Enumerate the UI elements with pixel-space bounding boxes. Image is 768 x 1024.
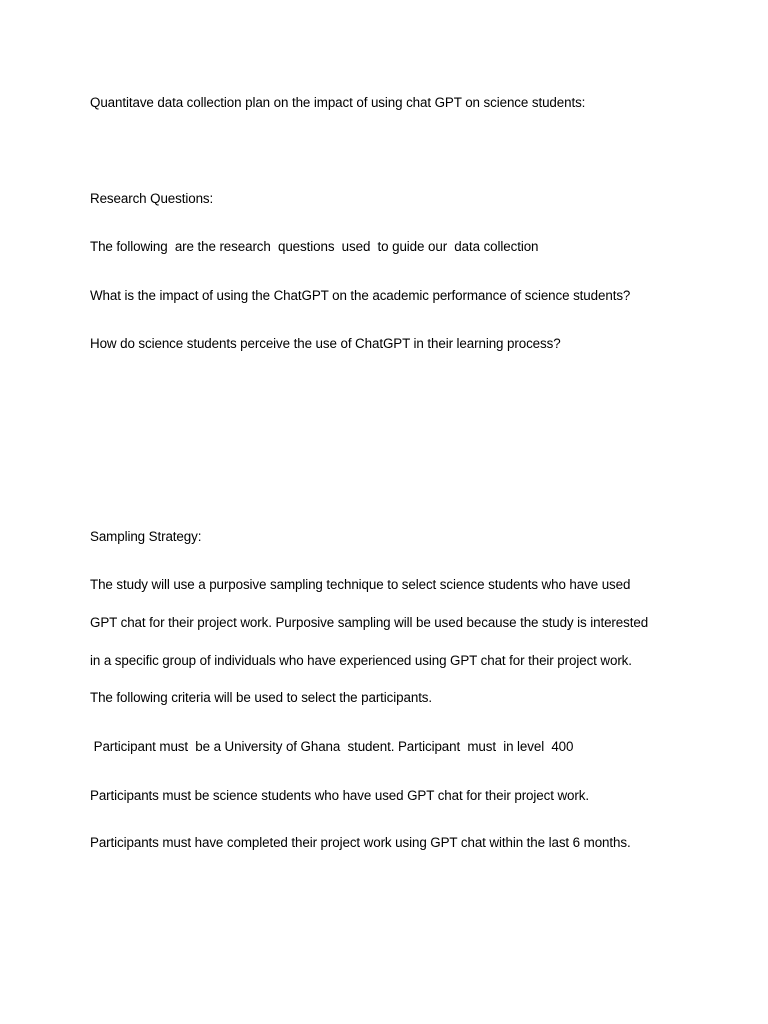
research-questions-heading: Research Questions: xyxy=(90,191,214,206)
research-question-1: What is the impact of using the ChatGPT on the academic performance of science students? xyxy=(90,288,631,303)
criterion-1: Participant must be a University of Ghana student. Participant must in level 400 xyxy=(90,739,574,754)
sampling-strategy-heading: Sampling Strategy: xyxy=(90,529,202,544)
research-question-2: How do science students perceive the use of ChatGPT in their learning process? xyxy=(90,336,561,351)
research-questions-intro: The following are the research questions used to guide our data collection xyxy=(90,239,539,254)
sampling-paragraph-line-1: The study will use a purposive sampling technique to select science students who have used xyxy=(90,577,631,592)
sampling-paragraph-line-4: The following criteria will be used to select the participants. xyxy=(90,690,433,705)
criterion-2: Participants must be science students who have used GPT chat for their project work. xyxy=(90,788,589,803)
sampling-paragraph-line-3: in a specific group of individuals who have experienced using GPT chat for their project work. xyxy=(90,653,632,668)
criterion-3: Participants must have completed their project work using GPT chat within the last 6 months. xyxy=(90,835,631,850)
sampling-paragraph-line-2: GPT chat for their project work. Purposive sampling will be used because the study is interested xyxy=(90,615,649,630)
document-title: Quantitave data collection plan on the impact of using chat GPT on science students: xyxy=(90,95,586,110)
